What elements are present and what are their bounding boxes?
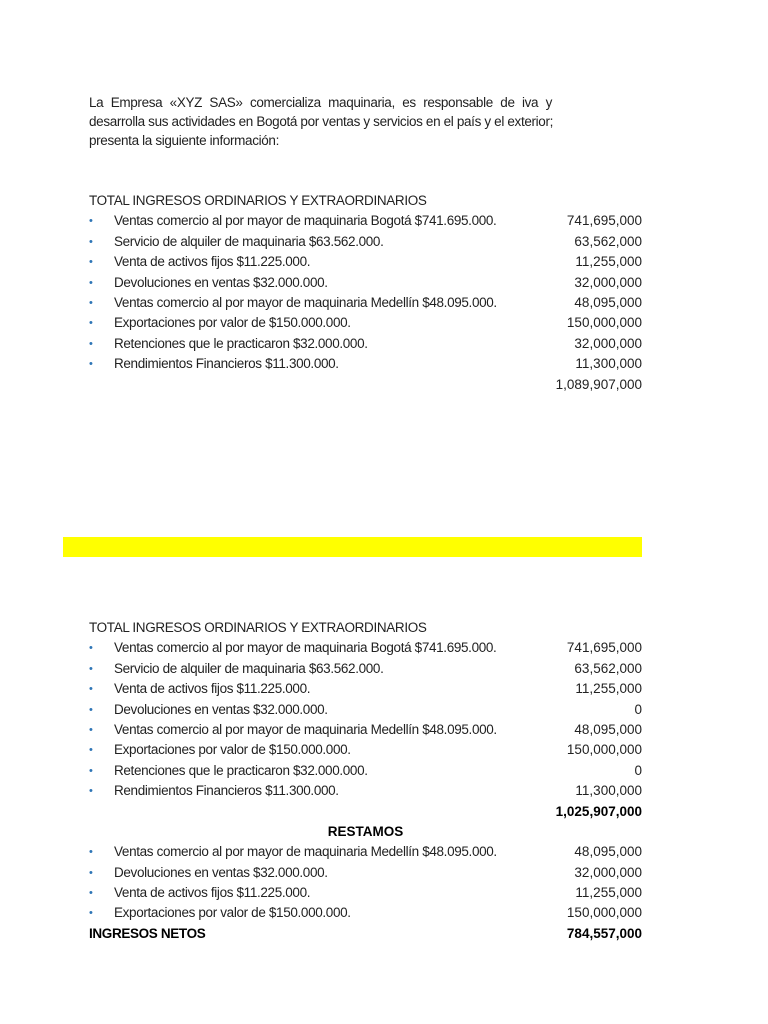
intro-line: desarrolla sus actividades en Bogotá por ventas y servicios en el país y el exterior; bbox=[89, 114, 554, 129]
list-item bbox=[89, 232, 642, 252]
bullet-icon: • bbox=[89, 703, 93, 716]
item-amount: 32,000,000 bbox=[574, 864, 642, 880]
item-amount: 63,562,000 bbox=[574, 233, 642, 249]
bullet-icon: • bbox=[89, 744, 93, 757]
item-label: Exportaciones por valor de $150.000.000. bbox=[114, 315, 351, 331]
item-label: Rendimientos Financieros $11.300.000. bbox=[114, 356, 339, 372]
subtract-heading: RESTAMOS bbox=[327, 823, 404, 839]
list-item bbox=[89, 903, 642, 923]
income-section-2 bbox=[89, 618, 642, 944]
list-item bbox=[89, 863, 642, 883]
total-amount: 1,089,907,000 bbox=[555, 376, 642, 392]
item-label: Servicio de alquiler de maquinaria $63.562.000. bbox=[114, 660, 384, 676]
bullet-icon: • bbox=[89, 276, 93, 289]
total-row bbox=[89, 802, 642, 822]
net-income-amount: 784,557,000 bbox=[566, 925, 642, 941]
list-item bbox=[89, 720, 642, 740]
intro-paragraph bbox=[89, 93, 552, 150]
list-item bbox=[89, 740, 642, 760]
item-amount: 741,695,000 bbox=[566, 640, 642, 656]
list-item bbox=[89, 883, 642, 903]
item-amount: 11,300,000 bbox=[575, 356, 642, 372]
item-amount: 741,695,000 bbox=[566, 213, 642, 229]
list-item bbox=[89, 273, 642, 293]
bullet-icon: • bbox=[89, 256, 93, 269]
item-label: Exportaciones por valor de $150.000.000. bbox=[114, 742, 351, 758]
bullet-icon: • bbox=[89, 887, 93, 900]
bullet-icon: • bbox=[89, 235, 93, 248]
list-item bbox=[89, 334, 642, 354]
item-amount: 0 bbox=[634, 762, 642, 778]
item-amount: 11,255,000 bbox=[575, 885, 642, 901]
item-amount: 48,095,000 bbox=[574, 721, 642, 737]
item-amount: 11,255,000 bbox=[575, 254, 642, 270]
item-label: Retenciones que le practicaron $32.000.000. bbox=[114, 762, 368, 778]
bullet-icon: • bbox=[89, 642, 93, 655]
list-item bbox=[89, 679, 642, 699]
section-heading: TOTAL INGRESOS ORDINARIOS Y EXTRAORDINARIOS bbox=[89, 620, 427, 635]
section-heading: TOTAL INGRESOS ORDINARIOS Y EXTRAORDINARIOS bbox=[89, 193, 427, 208]
item-amount: 48,095,000 bbox=[574, 294, 642, 310]
item-label: Ventas comercio al por mayor de maquinaria Medellín $48.095.000. bbox=[114, 294, 497, 310]
item-label: Venta de activos fijos $11.225.000. bbox=[114, 254, 311, 270]
net-income-label: INGRESOS NETOS bbox=[89, 925, 206, 941]
item-amount: 150,000,000 bbox=[566, 315, 642, 331]
intro-line: presenta la siguiente información: bbox=[89, 133, 279, 148]
item-label: Servicio de alquiler de maquinaria $63.562.000. bbox=[114, 233, 384, 249]
item-label: Devoluciones en ventas $32.000.000. bbox=[114, 864, 328, 880]
item-label: Retenciones que le practicaron $32.000.000. bbox=[114, 335, 368, 351]
bullet-icon: • bbox=[89, 215, 93, 228]
list-item bbox=[89, 842, 642, 862]
bullet-icon: • bbox=[89, 683, 93, 696]
item-amount: 0 bbox=[634, 701, 642, 717]
item-amount: 32,000,000 bbox=[574, 274, 642, 290]
item-label: Ventas comercio al por mayor de maquinaria Bogotá $741.695.000. bbox=[114, 640, 497, 656]
list-item bbox=[89, 313, 642, 333]
item-label: Exportaciones por valor de $150.000.000. bbox=[114, 905, 351, 921]
bullet-icon: • bbox=[89, 662, 93, 675]
intro-line: La Empresa «XYZ SAS» comercializa maquinaria, es responsable de iva y bbox=[89, 95, 552, 110]
item-label: Devoluciones en ventas $32.000.000. bbox=[114, 274, 328, 290]
list-item bbox=[89, 252, 642, 272]
yellow-highlight-bar bbox=[63, 537, 642, 557]
list-item bbox=[89, 211, 642, 231]
item-label: Devoluciones en ventas $32.000.000. bbox=[114, 701, 328, 717]
bullet-icon: • bbox=[89, 866, 93, 879]
total-row bbox=[89, 375, 642, 395]
bullet-icon: • bbox=[89, 358, 93, 371]
item-label: Ventas comercio al por mayor de maquinaria Bogotá $741.695.000. bbox=[114, 213, 497, 229]
list-item bbox=[89, 700, 642, 720]
list-item bbox=[89, 638, 642, 658]
item-amount: 11,300,000 bbox=[575, 783, 642, 799]
item-amount: 150,000,000 bbox=[566, 905, 642, 921]
item-label: Rendimientos Financieros $11.300.000. bbox=[114, 783, 339, 799]
item-amount: 32,000,000 bbox=[574, 335, 642, 351]
item-label: Venta de activos fijos $11.225.000. bbox=[114, 885, 311, 901]
item-label: Ventas comercio al por mayor de maquinaria Medellín $48.095.000. bbox=[114, 721, 497, 737]
bullet-icon: • bbox=[89, 296, 93, 309]
list-item bbox=[89, 354, 642, 374]
bullet-icon: • bbox=[89, 764, 93, 777]
bullet-icon: • bbox=[89, 337, 93, 350]
list-item bbox=[89, 781, 642, 801]
item-amount: 63,562,000 bbox=[574, 660, 642, 676]
item-amount: 48,095,000 bbox=[574, 844, 642, 860]
bullet-icon: • bbox=[89, 785, 93, 798]
item-label: Venta de activos fijos $11.225.000. bbox=[114, 681, 311, 697]
bullet-icon: • bbox=[89, 846, 93, 859]
list-item bbox=[89, 293, 642, 313]
list-item bbox=[89, 659, 642, 679]
bullet-icon: • bbox=[89, 317, 93, 330]
item-label: Ventas comercio al por mayor de maquinaria Medellín $48.095.000. bbox=[114, 844, 497, 860]
income-section-1 bbox=[89, 191, 642, 395]
net-income-row bbox=[89, 924, 642, 944]
item-amount: 11,255,000 bbox=[575, 681, 642, 697]
item-amount: 150,000,000 bbox=[566, 742, 642, 758]
list-item bbox=[89, 761, 642, 781]
total-amount: 1,025,907,000 bbox=[555, 803, 642, 819]
bullet-icon: • bbox=[89, 723, 93, 736]
bullet-icon: • bbox=[89, 907, 93, 920]
